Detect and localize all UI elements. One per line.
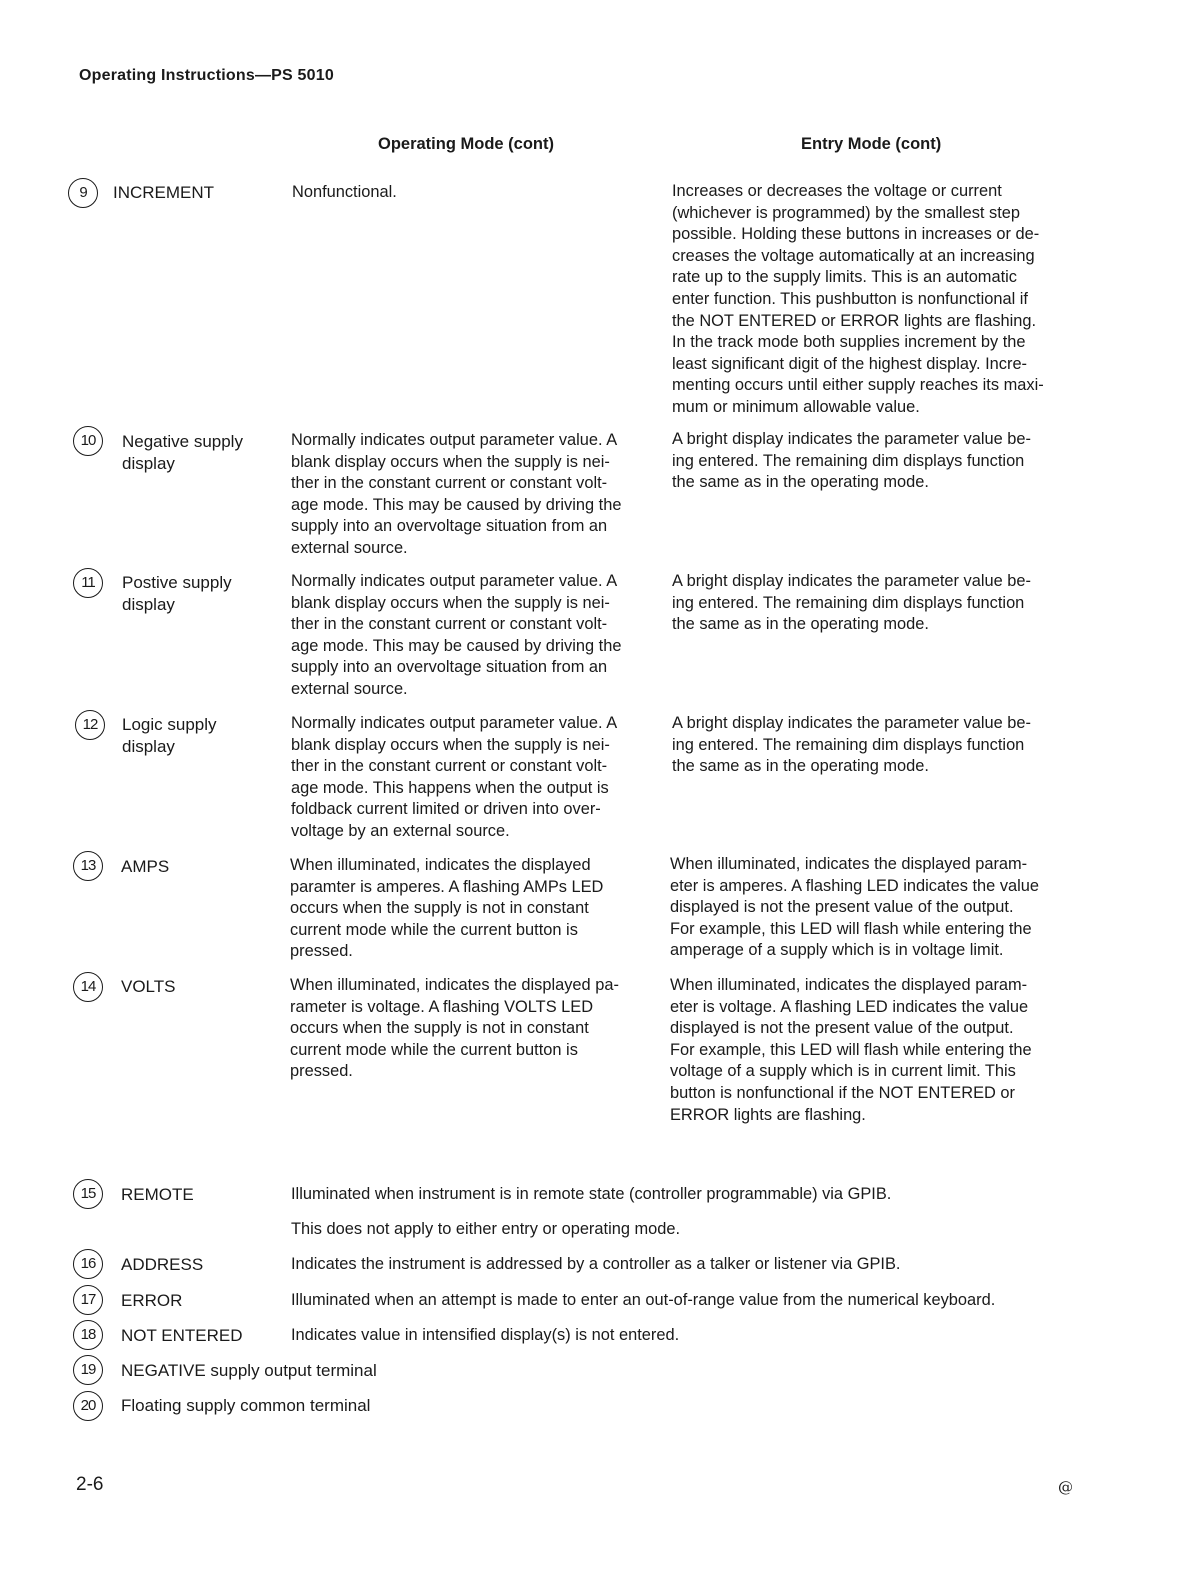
item-entry-text: A bright display indicates the parameter value be- ing entered. The remaining dim displays function the same as in the operating mode. xyxy=(672,714,1031,776)
running-title: Operating Instructions—PS 5010 xyxy=(79,67,334,84)
item-name: VOLTS xyxy=(121,977,176,996)
column-heading-entry-mode: Entry Mode (cont) xyxy=(801,135,942,153)
item-number-badge: 9 xyxy=(68,178,98,208)
item-operating-text: When illuminated, indicates the displayed paramter is amperes. A flashing AMPs LED occurs when the supply is not in constant current mode while the current button is pressed. xyxy=(290,856,604,961)
item-name: Floating supply common terminal xyxy=(121,1396,371,1415)
item-number-badge: 12 xyxy=(75,710,105,740)
item-operating-text: When illuminated, indicates the displayed pa- rameter is voltage. A flashing VOLTS LED occurs when the supply is not in constant current mode while the current button is pressed. xyxy=(290,976,619,1081)
item-name: Postive supply display xyxy=(122,573,232,614)
item-name: NEGATIVE supply output terminal xyxy=(121,1361,377,1380)
item-entry-text: When illuminated, indicates the displayed param- eter is amperes. A flashing LED indicates the value displayed is not the present value of the output. For example, this LED will flash while entering the amperage of a supply which is in voltage limit. xyxy=(670,855,1039,960)
page-number: 2-6 xyxy=(76,1474,104,1495)
item-operating-text: Normally indicates output parameter value. A blank display occurs when the supply is nei- ther in the constant current or constant volt- age mode. This happens when the output is foldback current limited or driven into over- voltage by an external source. xyxy=(291,714,618,840)
item-name: INCREMENT xyxy=(113,183,215,202)
item-operating-text: Nonfunctional. xyxy=(292,183,397,201)
item-entry-text: A bright display indicates the parameter value be- ing entered. The remaining dim displays function the same as in the operating mode. xyxy=(672,430,1031,492)
item-number-badge: 19 xyxy=(73,1355,103,1385)
item-entry-text: A bright display indicates the parameter value be- ing entered. The remaining dim displays function the same as in the operating mode. xyxy=(672,572,1031,634)
item-name: Negative supply display xyxy=(122,432,243,473)
item-operating-text: Normally indicates output parameter value. A blank display occurs when the supply is nei- ther in the constant current or constant volt- age mode. This may be caused by driving the supply into an overvoltage situation from an external source. xyxy=(291,431,622,557)
item-entry-text: When illuminated, indicates the displayed param- eter is voltage. A flashing LED indicates the value displayed is not the present value of the output. For example, this LED will flash while entering the voltage of a supply which is in current limit. This button is nonfunctional if the NOT ENTERED or ERROR lights are flashing. xyxy=(670,976,1032,1124)
item-number-badge: 10 xyxy=(73,426,103,456)
item-number-badge: 16 xyxy=(73,1249,103,1279)
item-number-badge: 18 xyxy=(73,1320,103,1350)
item-number-badge: 17 xyxy=(73,1285,103,1315)
item-note: This does not apply to either entry or operating mode. xyxy=(291,1220,681,1238)
item-number-badge: 15 xyxy=(73,1179,103,1209)
item-number-badge: 20 xyxy=(73,1391,103,1421)
item-name: Logic supply display xyxy=(122,715,217,756)
item-number-badge: 11 xyxy=(73,568,103,598)
item-description: Illuminated when an attempt is made to enter an out-of-range value from the numerical keyboard. xyxy=(291,1291,996,1309)
column-heading-operating-mode: Operating Mode (cont) xyxy=(378,135,554,153)
item-name: AMPS xyxy=(121,857,170,876)
item-number-badge: 14 xyxy=(73,972,103,1002)
publisher-mark: @ xyxy=(1058,1478,1073,1496)
item-operating-text: Normally indicates output parameter value. A blank display occurs when the supply is nei- ther in the constant current or constant volt- age mode. This may be caused by driving the supply into an overvoltage situation from an external source. xyxy=(291,572,622,698)
item-entry-text: Increases or decreases the voltage or current (whichever is programmed) by the smallest step possible. Holding these buttons in increases or de- creases the voltage automatically at an increasing rate up to the supply limits. This is an automatic enter function. This pushbutton is nonfunctional if the NOT ENTERED or ERROR lights are flashing. In the track mode both supplies increment by the least significant digit of the highest display. Incre- menting occurs until either supply reaches its maxi- mum or minimum allowable value. xyxy=(672,182,1044,416)
item-description: Illuminated when instrument is in remote state (controller programmable) via GPIB. xyxy=(291,1185,892,1203)
item-description: Indicates value in intensified display(s) is not entered. xyxy=(291,1326,680,1344)
item-name: ADDRESS xyxy=(121,1255,204,1274)
item-name: ERROR xyxy=(121,1291,183,1310)
item-name: REMOTE xyxy=(121,1185,194,1204)
item-description: Indicates the instrument is addressed by a controller as a talker or listener via GPIB. xyxy=(291,1255,901,1273)
item-number-badge: 13 xyxy=(73,851,103,881)
item-name: NOT ENTERED xyxy=(121,1326,243,1345)
